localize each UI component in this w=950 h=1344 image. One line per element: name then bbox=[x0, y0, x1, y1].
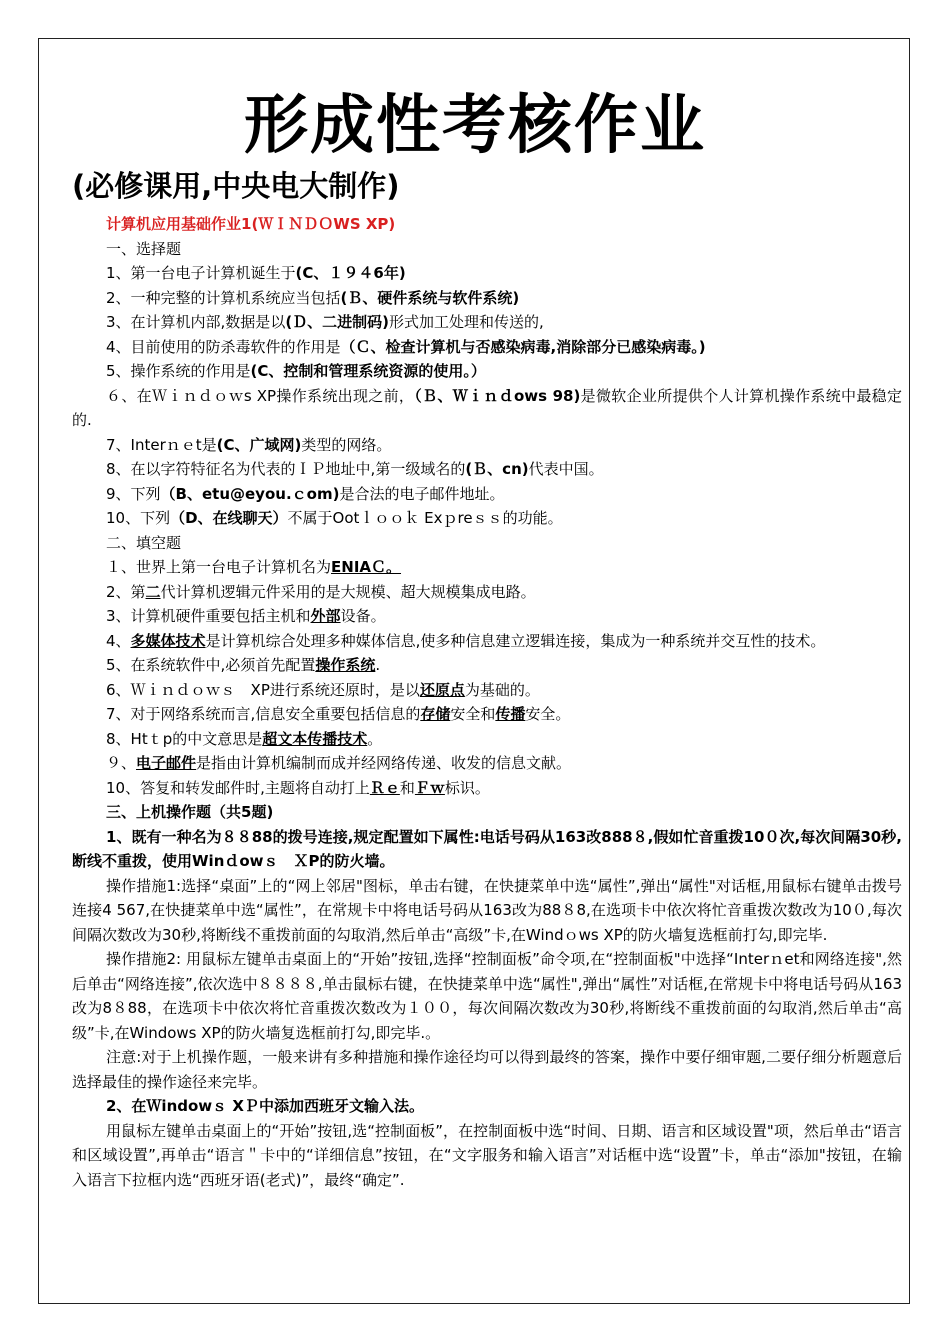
fill-7: 7、对于网络系统而言,信息安全重要包括信息的存储安全和传播安全。 bbox=[106, 705, 571, 723]
question-5: 5、操作系统的作用是(C、控制和管理系统资源的使用。） bbox=[106, 362, 486, 380]
question-7: 7、Interｎｅt是(C、广域网)类型的网络。 bbox=[106, 435, 392, 454]
question-4: 4、目前使用的防杀毒软件的作用是（Ｃ、检查计算机与否感染病毒,消除部分已感染病毒。) bbox=[106, 337, 706, 356]
fill-1: １、世界上第一台电子计算机名为ENIAＣ。 bbox=[106, 558, 402, 576]
question-3: 3、在计算机内部,数据是以(Ｄ、二进制码)形式加工处理和传送的, bbox=[106, 313, 544, 331]
task-1-note: 注意:对于上机操作题，一般来讲有多种措施和操作途径均可以得到最终的答案，操作中要仔细审题,二要仔细分析题意后选择最佳的操作途径来完毕。 bbox=[72, 1048, 902, 1091]
task-1-title: 1、既有一种名为８８88的拨号连接,规定配置如下属性:电话号码从163改888８,假如忙音重拨10０次,每次间隔30秒,断线不重拨，使用Winｄowｓ ＸP的防火墙。 bbox=[72, 827, 902, 870]
fill-9: ９、电子邮件是指由计算机编制而成并经网络传递、收发的信息文献。 bbox=[106, 754, 572, 772]
section-heading: 计算机应用基础作业1(ＷＩＮＤＯWS XP) bbox=[106, 215, 396, 233]
question-1: 1、第一台电子计算机诞生于(C、１９４6年) bbox=[106, 264, 406, 282]
question-6: ６、在Ｗｉｎｄｏｗs XP操作系统出现之前，（Ｂ、Ｗｉｎｄows 98)是微软企业所提供个人计算机操作系统中最稳定的. bbox=[72, 386, 903, 429]
fill-8: 8、Htｔp的中文意思是超文本传播技术。 bbox=[106, 729, 383, 748]
task-2-title: 2、在Ｗindowｓ XＰ中添加西班牙文输入法。 bbox=[106, 1097, 424, 1115]
page-title: 形成性考核作业 bbox=[244, 88, 706, 163]
question-2: 2、一种完整的计算机系统应当包括(Ｂ、硬件系统与软件系统) bbox=[106, 288, 520, 307]
fill-5: 5、在系统软件中,必须首先配置操作系统. bbox=[106, 656, 381, 674]
fill-4: 4、多媒体技术是计算机综合处理多种媒体信息,使多种信息建立逻辑连接，集成为一种系统并交互性的技术。 bbox=[106, 631, 826, 650]
task-1-method-2: 操作措施2: 用鼠标左键单击桌面上的“开始”按钮,选择“控制面板”命令项,在“控制面板"中选择“Interｎet和网络连接",然后单击“网络连接”,依次选中８８８８,单击鼠标右键，在快捷菜单中选“属性",弹出“属性”对话框,在常规卡中将电话号码从163改为8８88，在选项卡中依次将忙音重拨次数改为１００，每次间隔次数改为30秒,将断线不重拨前面的勾取消,然后单击“高级”卡,在Windows XP的防火墙复选框前打勾,即完毕.。 bbox=[72, 950, 902, 1042]
part3-heading: 三、上机操作题（共5题) bbox=[106, 803, 274, 821]
document-body bbox=[72, 212, 902, 1192]
page-subtitle: (必修课用,中央电大制作) bbox=[72, 169, 400, 203]
part1-heading: 一、选择题 bbox=[106, 239, 182, 258]
question-9: 9、下列（B、etu@eyou.ｃom)是合法的电子邮件地址。 bbox=[106, 484, 505, 503]
fill-10: 10、答复和转发邮件时,主题将自动打上Ｒｅ和Ｆｗ标识。 bbox=[106, 778, 490, 797]
part2-heading: 二、填空题 bbox=[106, 533, 182, 552]
task-1-method-1: 操作措施1:选择“桌面”上的“网上邻居"图标，单击右键，在快捷菜单中选“属性”,弹出“属性"对话框,用鼠标右键单击拨号连接4 567,在快捷菜单中选“属性”，在常规卡中将电话号码从163改为88８8,在选项卡中依次将忙音重拨次数改为10０,每次间隔次数改为30秒,将断线不重拨前面的勾取消,然后单击“高级”卡,在Windｏws XP的防火墙复选框前打勾,即完毕. bbox=[72, 876, 902, 944]
fill-2: 2、第二代计算机逻辑元件采用的是大规模、超大规模集成电路。 bbox=[106, 582, 536, 601]
question-8: 8、在以字符特征名为代表的ＩＰ地址中,第一级域名的(Ｂ、cn)代表中国。 bbox=[106, 460, 604, 478]
question-10: 10、下列（D、在线聊天）不属于Ootｌｏｏｋ Exｐreｓｓ的功能。 bbox=[106, 509, 563, 527]
fill-6: 6、Ｗｉｎｄｏｗｓ XP进行系统还原时，是以还原点为基础的。 bbox=[106, 680, 540, 699]
task-2-body: 用鼠标左键单击桌面上的“开始”按钮,选“控制面板”，在控制面板中选“时间、日期、语言和区域设置"项，然后单击“语言和区域设置”,再单击“语言＂卡中的“详细信息”按钮，在“文字服务和输入语言”对话框中选“设置”卡，单击“添加"按钮，在输入语言下拉框内选“西班牙语(老式)”，最终“确定”. bbox=[72, 1121, 902, 1189]
fill-3: 3、计算机硬件重要包括主机和外部设备。 bbox=[106, 607, 386, 625]
